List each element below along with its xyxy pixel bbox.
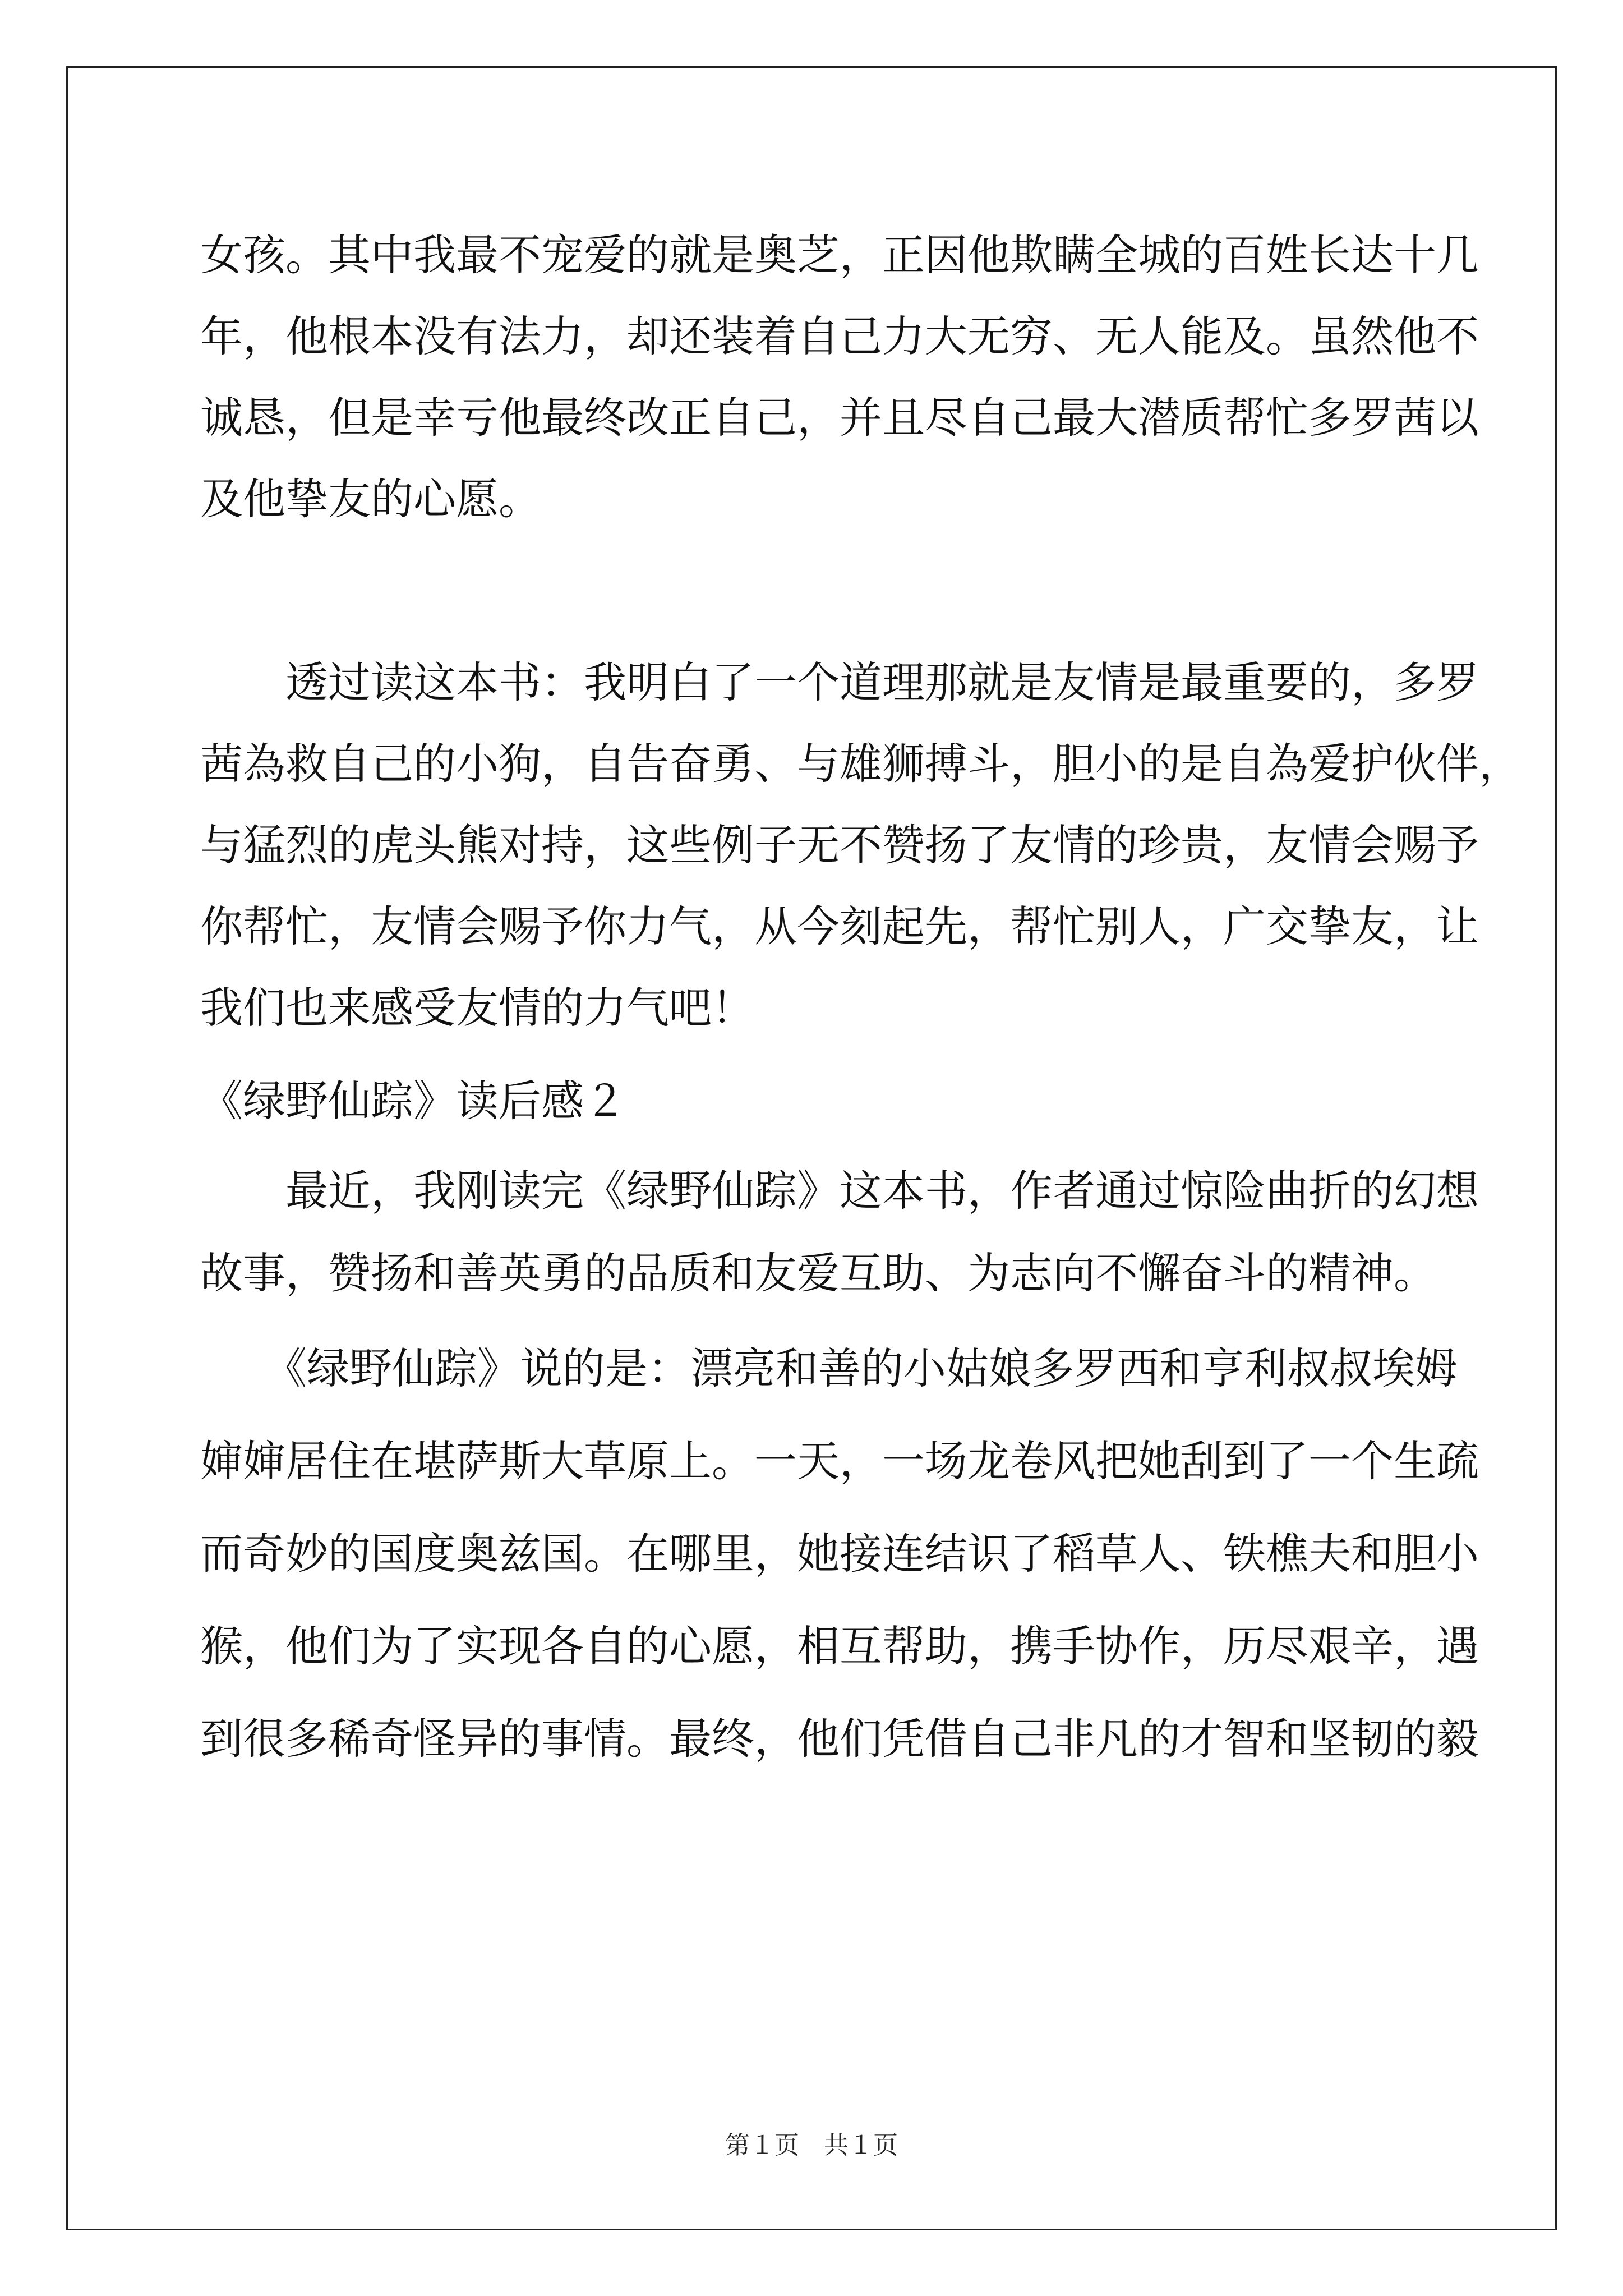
paragraph-line: 茜為救自己的小狗，自告奋勇、与雄狮搏斗，胆小的是自為爱护伙伴，: [200, 739, 1521, 789]
paragraph-line: 年，他根本没有法力，却还装着自己力大无穷、无人能及。虽然他不: [200, 311, 1479, 361]
paragraph-line: 婶婶居住在堪萨斯大草原上。一天，一场龙卷风把她刮到了一个生疏: [200, 1436, 1479, 1486]
paragraph-line: 《绿野仙踪》说的是：漂亮和善的小姑娘多罗西和亨利叔叔埃姆: [200, 1343, 1458, 1393]
page-footer: 第１页 共１页: [725, 2131, 898, 2160]
paragraph-line: 诚恳，但是幸亏他最终改正自己，并且尽自己最大潜质帮忙多罗茜以: [200, 393, 1479, 443]
paragraph-line: 与猛烈的虎头熊对持，这些例子无不赞扬了友情的珍贵，友情会赐予: [200, 820, 1479, 870]
paragraph-line: 最近，我刚读完《绿野仙踪》这本书，作者通过惊险曲折的幻想: [200, 1166, 1479, 1216]
paragraph-line: 及他挚友的心愿。: [200, 474, 541, 524]
section-heading: 《绿野仙踪》读后感２: [200, 1076, 626, 1126]
paragraph-line: 到很多稀奇怪异的事情。最终，他们凭借自己非凡的才智和坚韧的毅: [200, 1714, 1479, 1764]
paragraph-line: 猴，他们为了实现各自的心愿，相互帮助，携手协作，历尽艰辛，遇: [200, 1621, 1479, 1671]
paragraph-line: 故事，赞扬和善英勇的品质和友爱互助、为志向不懈奋斗的精神。: [200, 1248, 1436, 1298]
paragraph-line: 女孩。其中我最不宠爱的就是奥芝，正因他欺瞒全城的百姓长达十几: [200, 230, 1479, 280]
paragraph-line: 透过读这本书：我明白了一个道理那就是友情是最重要的，多罗: [200, 657, 1479, 707]
paragraph-line: 你帮忙，友情会赐予你力气，从今刻起先，帮忙别人，广交挚友，让: [200, 901, 1479, 951]
paragraph-line: 我们也来感受友情的力气吧！: [200, 983, 754, 1033]
paragraph-line: 而奇妙的国度奥兹国。在哪里，她接连结识了稻草人、铁樵夫和胆小: [200, 1529, 1479, 1579]
